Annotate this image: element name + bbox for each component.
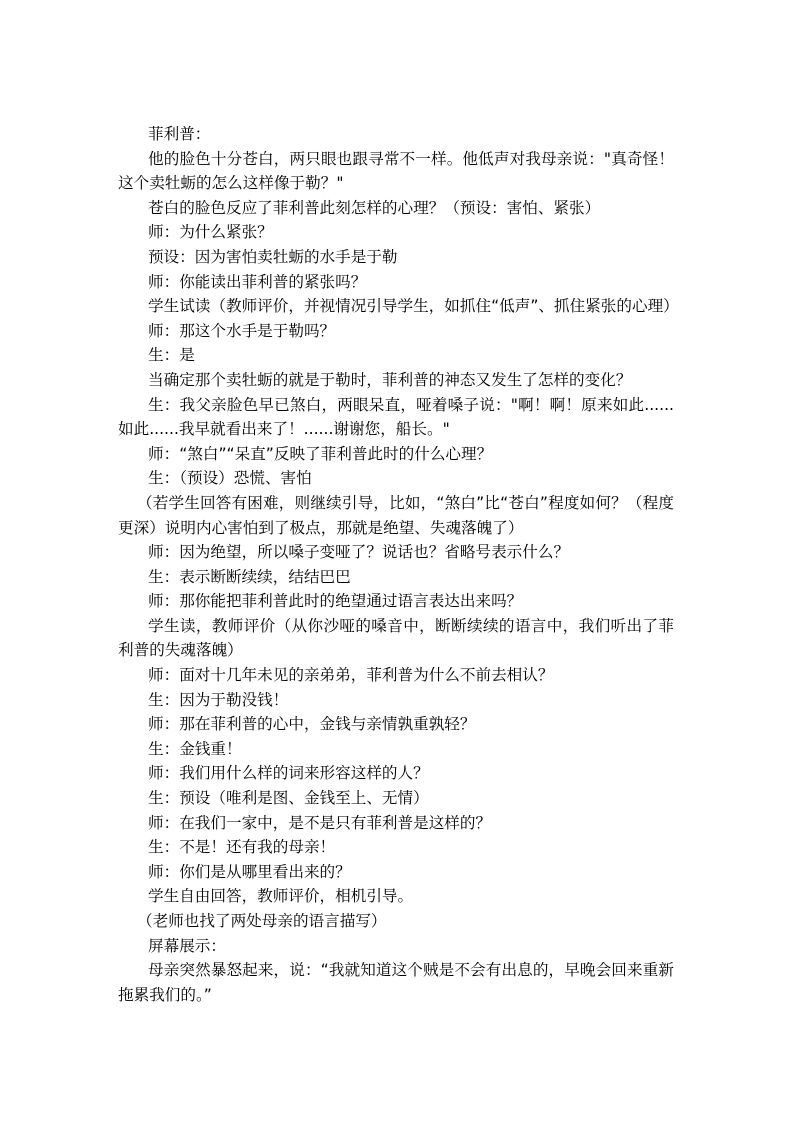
dialogue-line: 师：那在菲利普的心中，金钱与亲情孰重孰轻？ — [148, 715, 476, 734]
dialogue-line: 师：那这个水手是于勒吗？ — [148, 321, 336, 340]
note-paragraph: （若学生回答有困难，则继续引导，比如，“煞白”比“苍白”程度如何？（程度更深）说明内心害怕到了极点，那就是绝望、失魂落魄了） — [118, 493, 674, 537]
dialogue-line: 生：是 — [148, 346, 195, 365]
dialogue-line: 生：预设（唯利是图、金钱至上、无情） — [148, 789, 429, 808]
instruction-paragraph: 学生读，教师评价（从你沙哑的嗓音中，断断续续的语言中，我们听出了菲利普的失魂落魄） — [118, 616, 674, 660]
dialogue-line: 师：“煞白”“呆直”反映了菲利普此时的什么心理？ — [148, 444, 493, 463]
dialogue-line: 师：你们是从哪里看出来的？ — [148, 862, 351, 881]
question-paragraph: 当确定那个卖牡蛎的就是于勒时，菲利普的神态又发生了怎样的变化？ — [148, 370, 632, 389]
dialogue-line: 师：为什么紧张？ — [148, 223, 273, 242]
dialogue-line: 生：（预设）恐慌、害怕 — [148, 469, 312, 488]
quote-paragraph: 母亲突然暴怒起来，说：“我就知道这个贼是不会有出息的，早晚会回来重新拖累我们的。” — [118, 961, 674, 1004]
document-body — [118, 122, 679, 1007]
dialogue-line: 师：你能读出菲利普的紧张吗？ — [148, 272, 367, 291]
dialogue-line: 师：面对十几年未见的亲弟弟，菲利普为什么不前去相认？ — [148, 666, 554, 685]
quote-paragraph: 他的脸色十分苍白，两只眼也跟寻常不一样。他低声对我母亲说："真奇怪！这个卖牡蛎的怎么这样像于勒？" — [118, 149, 674, 193]
dialogue-line: 师：因为绝望，所以嗓子变哑了？说话也？省略号表示什么？ — [148, 543, 570, 562]
instruction-paragraph: 学生试读（教师评价，并视情况引导学生，如抓住“低声”、抓住紧张的心理） — [148, 297, 679, 316]
note-paragraph: （老师也找了两处母亲的语言描写） — [137, 912, 387, 930]
screen-label: 屏幕展示： — [148, 936, 226, 955]
quote-paragraph: 生：我父亲脸色早已煞白，两眼呆直，哑着嗓子说："啊！啊！原来如此......如此......我早就看出来了！......谢谢您，船长。" — [118, 395, 674, 439]
dialogue-line: 生：因为于勒没钱！ — [148, 690, 289, 709]
dialogue-line: 生：不是！还有我的母亲！ — [148, 838, 336, 857]
instruction-paragraph: 学生自由回答，教师评价，相机引导。 — [148, 887, 414, 906]
dialogue-line: 生：金钱重！ — [148, 739, 242, 758]
dialogue-line: 师：那你能把菲利普此时的绝望通过语言表达出来吗？ — [148, 592, 523, 611]
dialogue-line: 生：表示断断续续，结结巴巴 — [148, 567, 351, 586]
dialogue-line: 预设：因为害怕卖牡蛎的水手是于勒 — [148, 247, 398, 266]
dialogue-line: 师：在我们一家中，是不是只有菲利普是这样的？ — [148, 813, 492, 832]
speaker-label: 菲利普： — [148, 125, 211, 143]
dialogue-line: 师：我们用什么样的词来形容这样的人？ — [148, 764, 429, 783]
question-paragraph: 苍白的脸色反应了菲利普此刻怎样的心理？（预设：害怕、紧张） — [148, 198, 601, 217]
